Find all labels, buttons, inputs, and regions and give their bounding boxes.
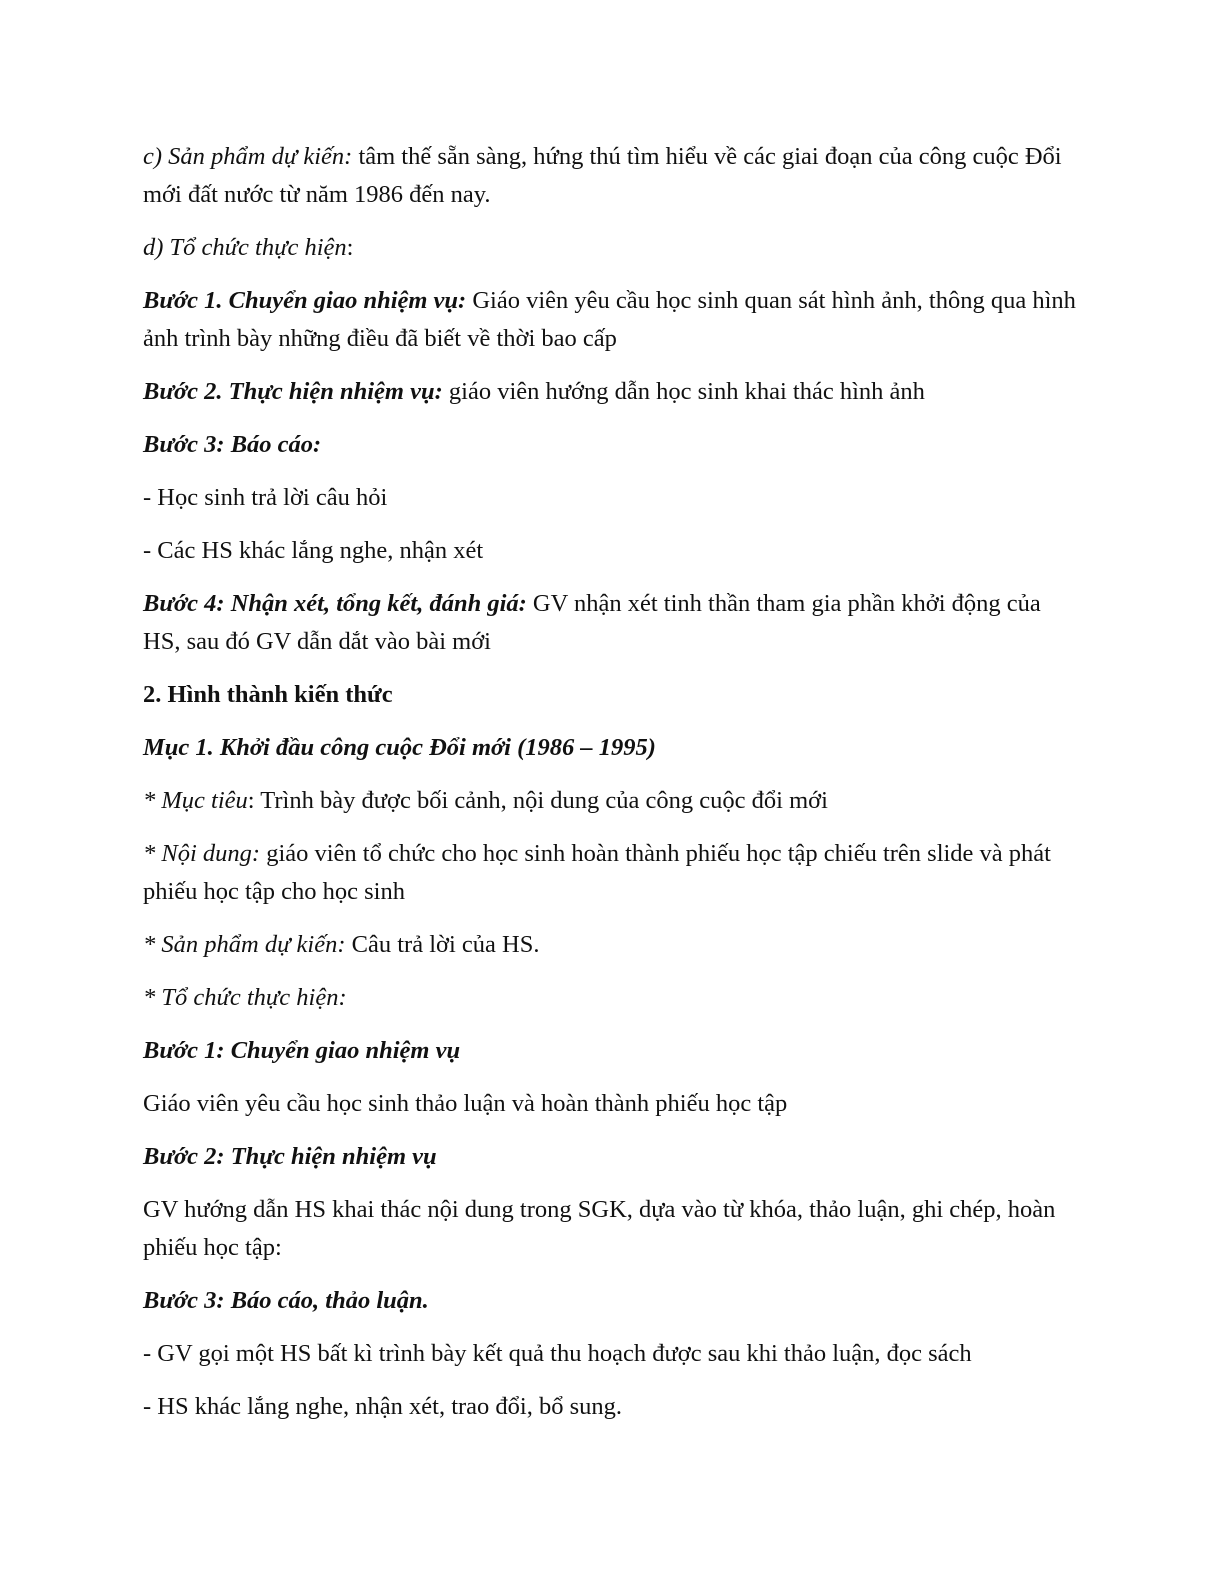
paragraph-text: giáo viên tổ chức cho học sinh hoàn thành phiếu học tập chiếu trên slide và phát phiếu học tập cho học sinh xyxy=(143,840,1051,905)
paragraph-text: GV hướng dẫn HS khai thác nội dung trong SGK, dựa vào từ khóa, thảo luận, ghi chép, hoàn phiếu học tập: xyxy=(143,1196,1056,1261)
step-2-paragraph xyxy=(143,373,1083,411)
organization-heading xyxy=(143,229,1083,267)
content-paragraph xyxy=(143,835,1083,911)
paragraph-label: * Nội dung: xyxy=(143,840,261,867)
step-label: Bước 1. Chuyển giao nhiệm vụ: xyxy=(143,287,467,314)
step-1-paragraph xyxy=(143,282,1083,358)
section-title: 2. Hình thành kiến thức xyxy=(143,681,393,708)
paragraph-label: d) Tổ chức thực hiện xyxy=(143,234,347,261)
paragraph-label: c) Sản phẩm dự kiến: xyxy=(143,143,353,170)
step-1-heading xyxy=(143,1032,1083,1070)
step-2-heading xyxy=(143,1138,1083,1176)
document-page xyxy=(143,138,1083,1441)
step-3-heading xyxy=(143,426,1083,464)
paragraph-text: GV nhận xét tinh thần tham gia phần khởi động của HS, sau đó GV dẫn dắt vào bài mới xyxy=(143,590,1041,655)
body-paragraph xyxy=(143,1191,1083,1267)
organization-heading xyxy=(143,979,1083,1017)
subsection-heading xyxy=(143,729,1083,767)
paragraph-text: - Học sinh trả lời câu hỏi xyxy=(143,484,388,511)
paragraph-text: - Các HS khác lắng nghe, nhận xét xyxy=(143,537,484,564)
paragraph-label: * Tổ chức thực hiện: xyxy=(143,984,347,1011)
paragraph-text: : xyxy=(346,234,354,261)
bullet-item xyxy=(143,1388,1083,1426)
step-label: Bước 3: Báo cáo, thảo luận. xyxy=(143,1287,429,1314)
step-label: Bước 1: Chuyển giao nhiệm vụ xyxy=(143,1037,461,1064)
step-label: Bước 4: Nhận xét, tổng kết, đánh giá: xyxy=(143,590,527,617)
paragraph-text: tâm thế sẵn sàng, hứng thú tìm hiểu về các giai đoạn của công cuộc Đổi mới đất nước từ năm 1986 đến nay. xyxy=(143,143,1062,208)
subsection-title: Mục 1. Khởi đầu công cuộc Đổi mới (1986 – 1995) xyxy=(143,734,656,761)
paragraph-label: * Mục tiêu xyxy=(143,787,248,814)
section-heading xyxy=(143,676,1083,714)
bullet-item xyxy=(143,1335,1083,1373)
body-paragraph xyxy=(143,1085,1083,1123)
paragraph-text: Câu trả lời của HS. xyxy=(345,931,540,958)
paragraph-text: : Trình bày được bối cảnh, nội dung của công cuộc đổi mới xyxy=(247,787,828,814)
paragraph-text: Giáo viên yêu cầu học sinh quan sát hình ảnh, thông qua hình ảnh trình bày những điều đã biết về thời bao cấp xyxy=(143,287,1076,352)
step-label: Bước 2. Thực hiện nhiệm vụ: xyxy=(143,378,443,405)
objective-paragraph xyxy=(143,782,1083,820)
bullet-item xyxy=(143,479,1083,517)
step-4-paragraph xyxy=(143,585,1083,661)
expected-product-paragraph xyxy=(143,138,1083,214)
step-label: Bước 2: Thực hiện nhiệm vụ xyxy=(143,1143,437,1170)
step-3-heading xyxy=(143,1282,1083,1320)
paragraph-text: - HS khác lắng nghe, nhận xét, trao đổi, bổ sung. xyxy=(143,1393,623,1420)
step-label: Bước 3: Báo cáo: xyxy=(143,431,322,458)
paragraph-text: - GV gọi một HS bất kì trình bày kết quả thu hoạch được sau khi thảo luận, đọc sách xyxy=(143,1340,972,1367)
paragraph-label: * Sản phẩm dự kiến: xyxy=(143,931,346,958)
expected-product-paragraph xyxy=(143,926,1083,964)
paragraph-text: Giáo viên yêu cầu học sinh thảo luận và hoàn thành phiếu học tập xyxy=(143,1090,788,1117)
bullet-item xyxy=(143,532,1083,570)
paragraph-text: giáo viên hướng dẫn học sinh khai thác hình ảnh xyxy=(442,378,925,405)
